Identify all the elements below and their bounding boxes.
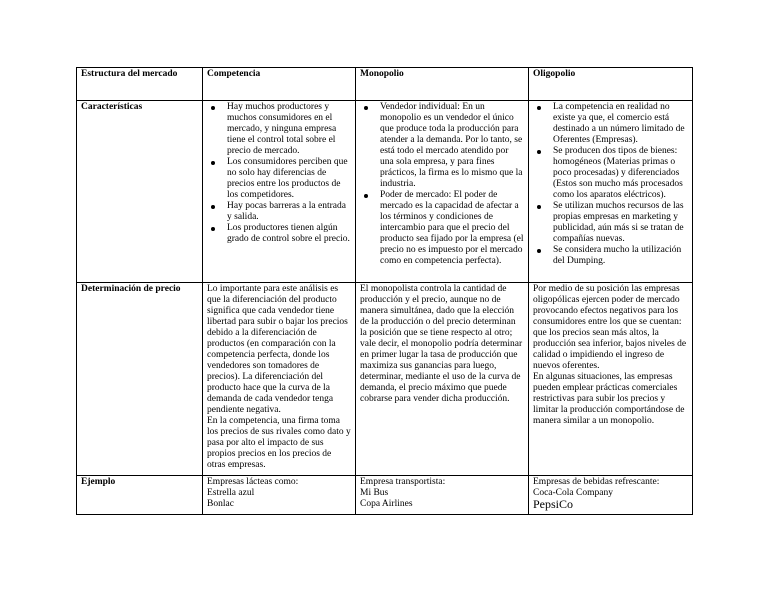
header-row: [77, 68, 693, 101]
bullet-list: [360, 102, 524, 267]
example-intro: Empresa transportista:: [360, 477, 446, 487]
row-determinacion-precio: [77, 283, 693, 476]
list-item: Hay muchos productores y muchos consumidores en el mercado, y ninguna empresa tiene el control total sobre el precio de mercado.: [227, 102, 351, 157]
example-item: Estrella azul: [207, 488, 255, 498]
list-item: Se producen dos tipos de bienes: homogéneos (Materias primas o poco procesadas) y diferenciados (Estos son mucho más procesados como los aparatos eléctricos).: [553, 146, 688, 201]
bullet-list: [533, 102, 688, 267]
row-header-ejemplo: Ejemplo: [77, 476, 203, 515]
cell-caracteristicas-competencia: [203, 101, 356, 283]
paragraph: Por medio de su posición las empresas oligopólicas ejercen poder de mercado provocando efectos negativos para los consumidores entre los que se cuentan: que los precios sean más altos, la producción sea inferior, bajos niveles de calidad o impidiendo el ingreso de nuevos oferentes.: [533, 284, 687, 371]
col-header-monopolio: Monopolio: [356, 68, 529, 101]
row-header-caracteristicas: Características: [77, 101, 203, 283]
cell-ejemplo-oligopolio: [529, 476, 693, 515]
col-header-competencia: Competencia: [203, 68, 356, 101]
list-item: Se utilizan muchos recursos de las propias empresas en marketing y publicidad, aún más si se tratan de compañías nuevas.: [553, 201, 688, 245]
example-item: Coca-Cola Company: [533, 488, 613, 498]
example-item: PepsiCo: [533, 497, 574, 511]
example-item: Copa Airlines: [360, 499, 413, 509]
cell-determinacion-competencia: [203, 283, 356, 476]
col-header-oligopolio: Oligopolio: [529, 68, 693, 101]
cell-determinacion-monopolio: [356, 283, 529, 476]
cell-ejemplo-monopolio: [356, 476, 529, 515]
list-item: Los consumidores perciben que no solo hay diferencias de precios entre los productos de los competidores.: [227, 157, 351, 201]
row-ejemplo: [77, 476, 693, 515]
bullet-list: [207, 102, 351, 245]
cell-caracteristicas-oligopolio: [529, 101, 693, 283]
cell-determinacion-oligopolio: [529, 283, 693, 476]
paragraph: En la competencia, una firma toma los precios de sus rivales como dato y pasa por alto el impacto de sus propios precios en los precios de otras empresas.: [207, 416, 351, 470]
list-item: La competencia en realidad no existe ya que, el comercio está destinado a un número limitado de Oferentes (Empresas).: [553, 102, 688, 146]
list-item: Hay pocas barreras a la entrada y salida.: [227, 201, 351, 223]
row-caracteristicas: [77, 101, 693, 283]
example-intro: Empresas lácteas como:: [207, 477, 299, 487]
market-structure-table: [76, 67, 693, 515]
cell-caracteristicas-monopolio: [356, 101, 529, 283]
list-item: Los productores tienen algún grado de control sobre el precio.: [227, 223, 350, 244]
corner-header: Estructura del mercado: [77, 68, 203, 101]
list-item: Vendedor individual: En un monopolio es un vendedor el único que produce toda la producción para atender a la demanda. Por lo tanto, se está todo el mercado atendido por una sola empresa, y para fines prácticos, la firma es lo mismo que la industria.: [380, 102, 523, 189]
example-item: Bonlac: [207, 499, 234, 509]
example-item: Mi Bus: [360, 488, 389, 498]
list-item: Poder de mercado: El poder de mercado es la capacidad de afectar a los términos y condiciones de intercambio para que el precio del producto sea fijado por la empresa (el precio no es impuesto por el mercado como en competencia perfecta).: [380, 190, 524, 266]
paragraph: Lo importante para este análisis es que la diferenciación del producto significa que cada vendedor tiene libertad para subir o bajar los precios debido a la diferenciación de productos (en comparación con la competencia perfecta, donde los vendedores son tomadores de precios). La diferenciación del producto hace que la curva de la demanda de cada vendedor tenga pendiente negativa.: [207, 284, 348, 415]
list-item: Se considera mucho la utilización del Dumping.: [553, 245, 688, 267]
cell-ejemplo-competencia: [203, 476, 356, 515]
example-intro: Empresas de bebidas refrescante:: [533, 477, 660, 487]
paragraph: En algunas situaciones, las empresas pueden emplear prácticas comerciales restrictivas para subir los precios y limitar la producción comportándose de manera similar a un monopolio.: [533, 372, 685, 426]
row-header-determinacion: Determinación de precio: [77, 283, 203, 476]
paragraph: El monopolista controla la cantidad de producción y el precio, aunque no de manera simultánea, dado que la elección de la producción o del precio determinan la posición que se tiene respecto al otro; vale decir, el monopolio podría determinar en primer lugar la tasa de producción que maximiza sus ganancias para luego, determinar, mediante el uso de la curva de demanda, el precio máximo que puede cobrarse para vender dicha producción.: [360, 284, 523, 404]
